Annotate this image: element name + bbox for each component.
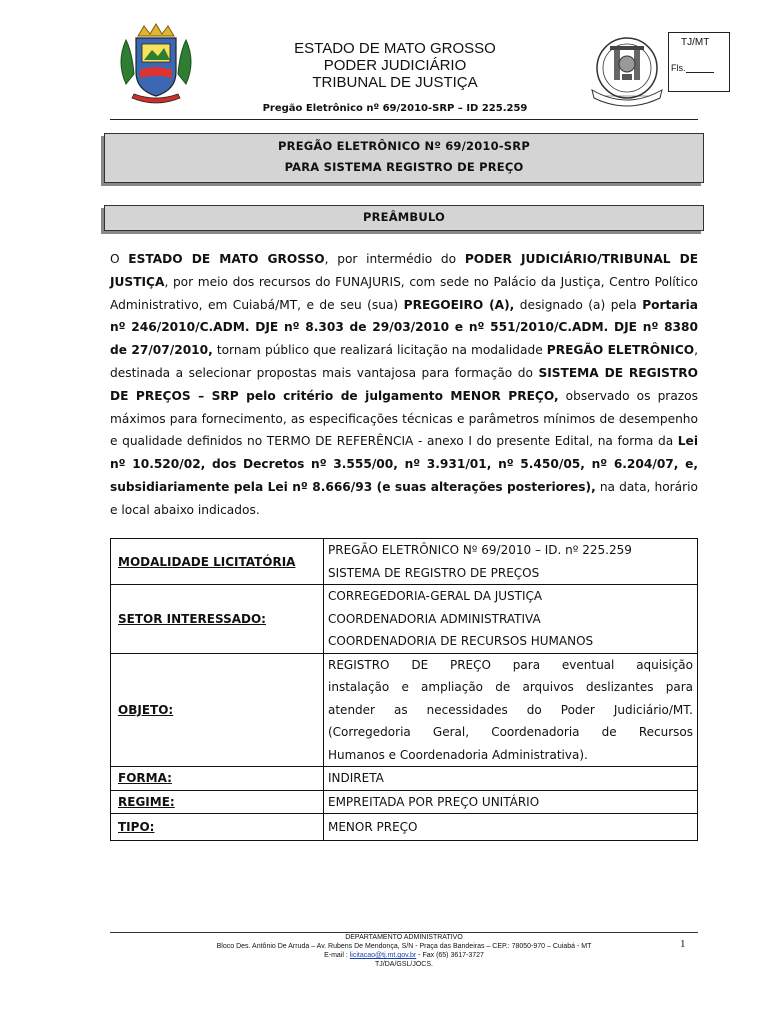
setor-line-2: COORDENADORIA ADMINISTRATIVA [328, 611, 541, 626]
footer-address: Bloco Des. Antônio De Arruda – Av. Rubens De Mendonça, S/N - Praça das Bandeiras – CEP.: 78050-970 – Cuiabá - MT [216, 943, 592, 950]
table-row [111, 653, 698, 767]
preamble-text-run: tornam público que realizará licitação na modalidade [212, 343, 547, 358]
setor-line-1: CORREGEDORIA-GERAL DA JUSTIÇA [328, 589, 543, 603]
preamble-text-run: na data, horário e local abaixo indicados. [110, 479, 698, 517]
modalidade-label: MODALIDADE LICITATÓRIA [111, 539, 324, 585]
title-box [104, 133, 704, 183]
org-state-line: ESTADO DE MATO GROSSO [294, 40, 496, 57]
preamble-text-run: , por intermédio do [324, 252, 465, 266]
page-stamp-box [668, 32, 730, 92]
regime-value: EMPREITADA POR PREÇO UNITÁRIO [324, 790, 698, 814]
org-judiciary-line: PODER JUDICIÁRIO [323, 57, 467, 74]
objeto-line-5: Humanos e Coordenadoria Administrativa). [328, 747, 588, 762]
table-row [111, 767, 698, 791]
regime-label: REGIME: [111, 790, 324, 814]
footer-code: TJ/DA/GSL/JOCS. [375, 961, 433, 968]
preamble-text-run: observado os prazos máximos para fornecimento, as especificações técnicas e parâmetros mínimos de desempenho e qualidade definidos no TERMO DE REFERÊNCIA - anexo I do presente Edital, na forma da [110, 388, 698, 449]
footer-contact: E-mail : licitacao@tj.mt.gov.br - Fax (65) 3617-3727 [324, 952, 484, 959]
setor-line-3: COORDENADORIA DE RECURSOS HUMANOS [328, 634, 594, 648]
section-box [104, 205, 704, 231]
preamble-text-run: , por meio dos recursos do FUNAJURIS, com sede no Palácio da Justiça, Centro Político Administrativo, em Cuiabá/MT, e de seu (sua) [110, 274, 698, 312]
modalidade-line-1: PREGÃO ELETRÔNICO Nº 69/2010 – ID. nº 225.259 [328, 543, 632, 557]
stamp-tj-label: TJ/MT [681, 37, 710, 48]
table-row [111, 790, 698, 814]
mato-grosso-coat-of-arms-icon [112, 22, 200, 108]
preamble-bold-run: Portaria nº 246/2010/C.ADM. DJE nº 8.303 de 29/03/2010 e nº 551/2010/C.ADM. DJE nº 8380 de 27/07/2010, [110, 297, 699, 358]
document-reference: Pregão Eletrônico nº 69/2010-SRP – ID 225.259 [262, 103, 528, 114]
objeto-value [324, 653, 698, 767]
objeto-line-4: (Corregedoria Geral, Coordenadoria de Recursos [328, 725, 693, 739]
header-divider [110, 119, 698, 120]
preamble-bold-run: Lei nº 10.520/02, dos Decretos nº 3.555/00, nº 3.931/01, nº 5.450/05, nº 6.204/07, e, subsidiariamente pela Lei nº 8.666/93 (e suas alterações posteriores), [110, 434, 698, 494]
modalidade-line-2: SISTEMA DE REGISTRO DE PREÇOS [328, 565, 540, 580]
table-row [111, 539, 698, 585]
preamble-text-run: O [110, 252, 129, 266]
bid-info-table [110, 538, 698, 841]
setor-label: SETOR INTERESSADO: [111, 585, 324, 654]
page-number: 1 [680, 938, 686, 950]
title-line-2: PARA SISTEMA REGISTRO DE PREÇO [284, 160, 524, 174]
objeto-line-3: atender as necessidades do Poder Judiciário/MT. [328, 702, 693, 717]
preamble-paragraph [110, 248, 698, 522]
footer-divider [110, 932, 698, 933]
objeto-label: OBJETO: [111, 653, 324, 767]
stamp-folio-field: Fls. [671, 63, 714, 73]
tribunal-seal-icon [586, 30, 668, 110]
objeto-line-1: REGISTRO DE PREÇO para eventual aquisição [328, 657, 693, 672]
title-line-1: PREGÃO ELETRÔNICO Nº 69/2010-SRP [278, 139, 530, 153]
forma-label: FORMA: [111, 767, 324, 791]
preamble-text-run: , destinada a selecionar propostas mais vantajosa para formação do [110, 343, 699, 380]
org-tribunal-line: TRIBUNAL DE JUSTIÇA [312, 74, 478, 91]
tipo-label: TIPO: [111, 814, 324, 841]
preamble-text-run: designado (a) pela [514, 297, 643, 312]
table-row [111, 585, 698, 654]
tipo-value: MENOR PREÇO [324, 814, 698, 841]
setor-value [324, 585, 698, 654]
footer-department: DEPARTAMENTO ADMINISTRATIVO [345, 934, 463, 941]
preamble-bold-run: PODER JUDICIÁRIO/TRIBUNAL DE JUSTIÇA [110, 252, 699, 289]
forma-value: INDIRETA [324, 767, 698, 791]
section-title: PREÂMBULO [362, 210, 446, 224]
preamble-bold-run: SISTEMA DE REGISTRO DE PREÇOS – SRP pelo critério de julgamento MENOR PREÇO, [110, 365, 698, 403]
table-row [111, 814, 698, 841]
preamble-bold-run: ESTADO DE MATO GROSSO [128, 252, 325, 266]
preamble-bold-run: PREGOEIRO (A), [403, 297, 515, 312]
modalidade-value [324, 539, 698, 585]
preamble-bold-run: PREGÃO ELETRÔNICO [546, 343, 695, 358]
footer-email-link[interactable]: licitacao@tj.mt.gov.br [349, 952, 417, 959]
objeto-line-2: instalação e ampliação de arquivos deslizantes para [328, 680, 693, 694]
